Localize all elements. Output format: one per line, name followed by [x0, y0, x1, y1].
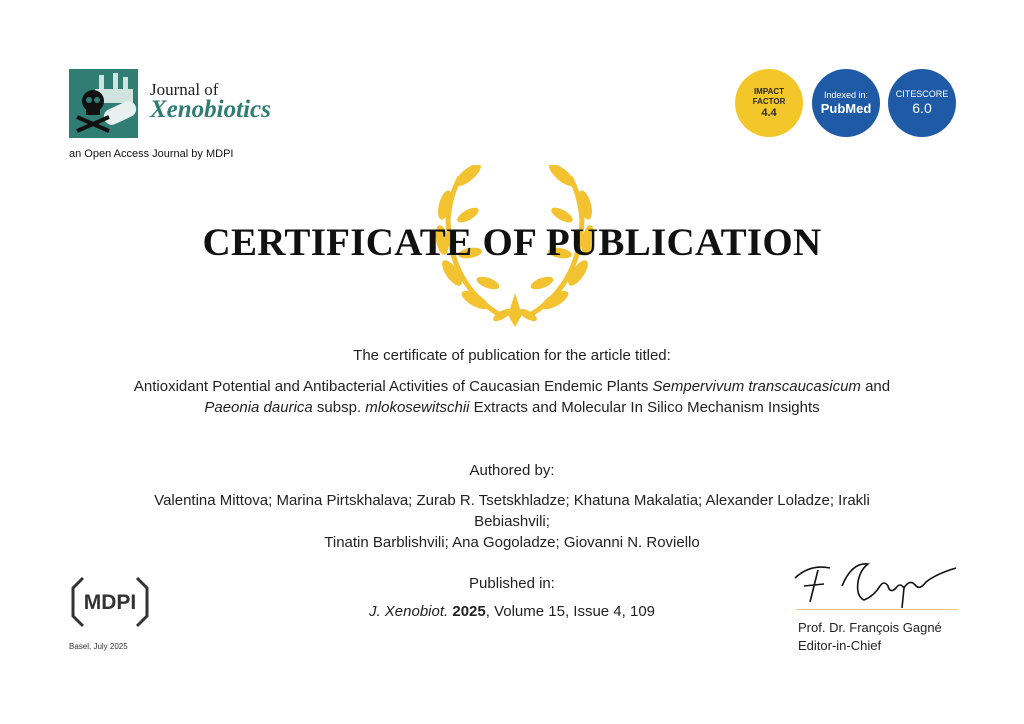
place-date: Basel, July 2025	[69, 642, 128, 651]
impact-factor-badge	[735, 69, 803, 137]
citation-year: 2025	[452, 603, 486, 620]
journal-tagline: an Open Access Journal by MDPI	[69, 148, 234, 160]
article-title	[130, 376, 894, 418]
author-line: Tinatin Barblishvili; Ana Gogoladze; Giovanni N. Roviello	[324, 534, 700, 551]
journal-prefix: Journal of	[150, 80, 219, 99]
pubmed-badge	[812, 69, 880, 137]
editor-role: Editor-in-Chief	[798, 638, 882, 653]
indexed-label: Indexed in:	[823, 89, 869, 100]
author-line: Valentina Mittova; Marina Pirtskhalava; Zurab R. Tsetskhladze; Khatuna Makalatia; Alexander Loladze; Irakli Bebiashvili;	[154, 492, 870, 530]
article-title-part: Antioxidant Potential and Antibacterial Activities of Caucasian Endemic Plants	[133, 378, 653, 395]
authored-label: Authored by:	[469, 462, 555, 479]
editor-name: Prof. Dr. François Gagné	[798, 620, 942, 635]
impact-factor-label-2: FACTOR	[752, 96, 786, 106]
citation-journal: J. Xenobiot.	[368, 603, 449, 620]
article-title-part: subsp.	[312, 399, 366, 416]
intro-text: The certificate of publication for the article titled:	[353, 347, 671, 364]
author-list	[120, 490, 904, 553]
article-title-part: and	[860, 378, 891, 395]
citescore-badge	[888, 69, 956, 137]
citescore-value: 6.0	[912, 100, 932, 116]
signature-line	[796, 609, 958, 610]
indexed-value: PubMed	[820, 100, 872, 116]
article-title-species: mlokosewitschii	[365, 399, 470, 416]
journal-name: Xenobiotics	[150, 96, 271, 123]
mdpi-logo	[69, 576, 151, 628]
mdpi-logo-text: MDPI	[83, 591, 137, 614]
journal-logo-icon	[69, 69, 138, 138]
citation-details: , Volume 15, Issue 4, 109	[485, 603, 656, 620]
citescore-label: CITESCORE	[895, 89, 949, 99]
impact-factor-label-1: IMPACT	[753, 86, 785, 96]
impact-factor-value: 4.4	[761, 106, 777, 119]
article-title-species: Sempervivum transcaucasicum	[652, 378, 861, 395]
certificate-title: CERTIFICATE OF PUBLICATION	[202, 221, 822, 264]
editor-signature	[790, 556, 960, 608]
article-title-species: Paeonia daurica	[204, 399, 313, 416]
article-title-part: Extracts and Molecular In Silico Mechanism Insights	[469, 399, 820, 416]
published-label: Published in:	[469, 575, 555, 592]
